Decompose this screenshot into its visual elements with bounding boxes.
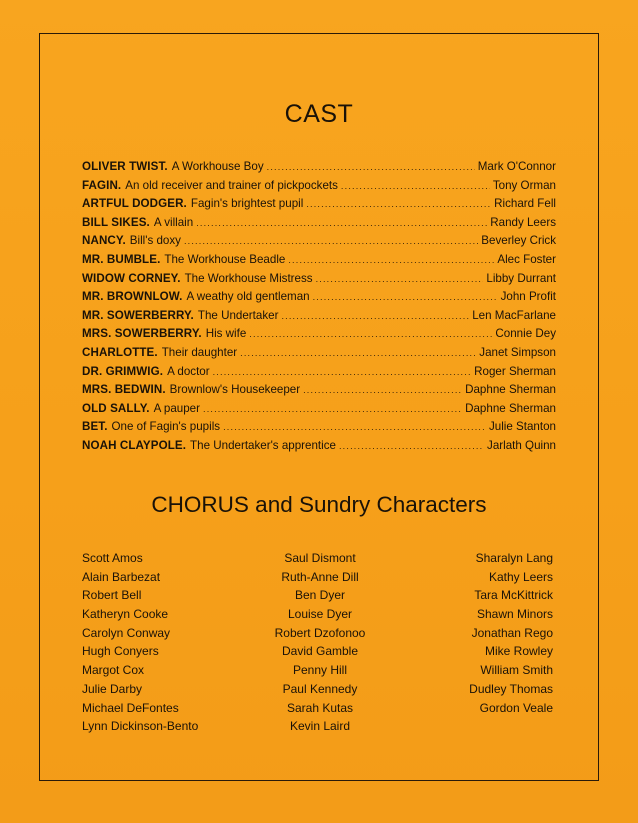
cast-description: A Workhouse Boy bbox=[171, 160, 264, 173]
cast-role: ARTFUL DODGER. bbox=[82, 197, 187, 211]
cast-role: BILL SIKES. bbox=[82, 215, 150, 229]
cast-actor: Beverley Crick bbox=[481, 234, 556, 248]
cast-description: The Undertaker's apprentice bbox=[190, 438, 336, 452]
dot-leader bbox=[213, 367, 472, 377]
chorus-member: Ruth-Anne Dill bbox=[281, 569, 359, 584]
cast-entry bbox=[82, 365, 556, 384]
dot-leader bbox=[203, 404, 462, 414]
cast-description: The Undertaker bbox=[197, 308, 279, 322]
cast-role: WIDOW CORNEY. bbox=[82, 271, 181, 285]
chorus-member: Kathy Leers bbox=[488, 569, 553, 584]
cast-entry bbox=[82, 160, 556, 179]
chorus-column-2 bbox=[245, 549, 395, 736]
cast-actor: Daphne Sherman bbox=[465, 401, 556, 415]
cast-entry bbox=[82, 253, 556, 272]
dot-leader bbox=[267, 162, 475, 172]
cast-actor: Janet Simpson bbox=[479, 345, 556, 359]
chorus-member: Robert Dzofonoo bbox=[274, 625, 366, 640]
cast-role: FAGIN. bbox=[82, 178, 122, 192]
cast-description: Brownlow's Housekeeper bbox=[169, 383, 301, 397]
cast-description: Fagin's brightest pupil bbox=[190, 197, 304, 211]
cast-role: OLIVER TWIST. bbox=[82, 160, 168, 173]
chorus-member: Michael DeFontes bbox=[82, 700, 179, 715]
cast-role: BET. bbox=[82, 420, 108, 434]
chorus-member: Sarah Kutas bbox=[286, 700, 354, 715]
chorus-member: Katheryn Cooke bbox=[82, 607, 169, 622]
cast-role: CHARLOTTE. bbox=[82, 345, 158, 359]
chorus-member: Penny Hill bbox=[292, 663, 348, 678]
cast-actor: Julie Stanton bbox=[488, 420, 556, 434]
cast-entry bbox=[82, 234, 556, 253]
cast-entry bbox=[82, 383, 556, 402]
cast-description: His wife bbox=[205, 327, 247, 341]
dot-leader bbox=[303, 385, 462, 395]
chorus-member: Sharalyn Lang bbox=[475, 551, 553, 565]
chorus-member: Scott Amos bbox=[82, 551, 143, 565]
cast-description: A weathy old gentleman bbox=[186, 290, 310, 304]
chorus-member: Hugh Conyers bbox=[82, 644, 159, 659]
cast-actor: Len MacFarlane bbox=[472, 308, 556, 322]
dot-leader bbox=[223, 422, 486, 432]
cast-entry bbox=[82, 216, 556, 235]
chorus-column-1 bbox=[82, 549, 242, 736]
cast-actor: Libby Durrant bbox=[486, 271, 556, 285]
dot-leader bbox=[281, 311, 469, 321]
cast-actor: John Profit bbox=[500, 290, 556, 304]
chorus-member: David Gamble bbox=[281, 644, 359, 659]
cast-description: The Workhouse Mistress bbox=[184, 271, 313, 285]
cast-actor: Alec Foster bbox=[497, 252, 556, 266]
chorus-member: Paul Kennedy bbox=[282, 681, 358, 696]
cast-actor: Tony Orman bbox=[492, 178, 556, 192]
cast-description: Bill's doxy bbox=[129, 234, 181, 248]
cast-actor: Daphne Sherman bbox=[465, 383, 556, 397]
cast-role: MRS. SOWERBERRY. bbox=[82, 327, 202, 341]
cast-description: A pauper bbox=[153, 401, 200, 415]
chorus-member: William Smith bbox=[480, 663, 553, 678]
cast-actor: Connie Dey bbox=[495, 327, 556, 341]
dot-leader bbox=[249, 329, 492, 339]
dot-leader bbox=[240, 348, 476, 358]
cast-entry bbox=[82, 420, 556, 439]
dot-leader bbox=[184, 236, 478, 246]
cast-entry bbox=[82, 402, 556, 421]
cast-role: MR. SOWERBERRY. bbox=[82, 308, 194, 322]
dot-leader bbox=[196, 218, 487, 228]
cast-entry bbox=[82, 309, 556, 328]
cast-actor: Jarlath Quinn bbox=[487, 438, 556, 452]
cast-role: DR. GRIMWIG. bbox=[82, 364, 164, 378]
cast-entry bbox=[82, 272, 556, 291]
chorus-member: Julie Darby bbox=[82, 681, 143, 696]
chorus-member: Lynn Dickinson-Bento bbox=[82, 719, 199, 734]
chorus-member: Mike Rowley bbox=[484, 644, 553, 659]
chorus-member: Robert Bell bbox=[82, 588, 142, 603]
chorus-member: Jonathan Rego bbox=[471, 625, 553, 640]
cast-entry bbox=[82, 290, 556, 309]
dot-leader bbox=[313, 292, 498, 302]
cast-role: MRS. BEDWIN. bbox=[82, 383, 166, 397]
cast-description: One of Fagin's pupils bbox=[111, 420, 221, 434]
chorus-member: Margot Cox bbox=[82, 663, 145, 678]
cast-role: MR. BUMBLE. bbox=[82, 252, 161, 266]
cast-entry bbox=[82, 197, 556, 216]
cast-role: MR. BROWNLOW. bbox=[82, 290, 183, 304]
cast-description: The Workhouse Beadle bbox=[164, 252, 286, 266]
chorus-heading: CHORUS and Sundry Characters bbox=[151, 492, 487, 517]
chorus-member: Gordon Veale bbox=[479, 700, 553, 715]
cast-actor: Richard Fell bbox=[494, 197, 556, 211]
chorus-member: Tara McKittrick bbox=[474, 588, 553, 603]
cast-description: A villain bbox=[153, 215, 194, 229]
cast-actor: Roger Sherman bbox=[474, 364, 556, 378]
dot-leader bbox=[288, 255, 494, 265]
cast-entry bbox=[82, 179, 556, 198]
chorus-column-3 bbox=[420, 549, 553, 717]
cast-role: OLD SALLY. bbox=[82, 401, 150, 415]
chorus-member: Shawn Minors bbox=[476, 607, 553, 622]
cast-entry bbox=[82, 346, 556, 365]
chorus-member: Carolyn Conway bbox=[82, 625, 171, 640]
cast-heading: CAST bbox=[284, 100, 354, 128]
cast-actor: Mark O'Connor bbox=[477, 160, 556, 173]
chorus-member: Alain Barbezat bbox=[82, 569, 161, 584]
chorus-member: Saul Dismont bbox=[284, 551, 356, 565]
dot-leader bbox=[306, 199, 491, 209]
cast-role: NOAH CLAYPOLE. bbox=[82, 438, 187, 452]
cast-description: Their daughter bbox=[161, 345, 238, 359]
cast-entry bbox=[82, 439, 556, 458]
dot-leader bbox=[316, 274, 484, 284]
dot-leader bbox=[339, 441, 484, 451]
cast-entry bbox=[82, 327, 556, 346]
dot-leader bbox=[341, 181, 490, 191]
chorus-member: Louise Dyer bbox=[287, 607, 353, 622]
cast-description: A doctor bbox=[167, 364, 210, 378]
chorus-member: Kevin Laird bbox=[289, 719, 351, 734]
cast-role: NANCY. bbox=[82, 234, 126, 248]
cast-list bbox=[82, 160, 556, 458]
chorus-member: Ben Dyer bbox=[294, 588, 346, 603]
chorus-member: Dudley Thomas bbox=[469, 681, 553, 696]
cast-description: An old receiver and trainer of pickpockets bbox=[125, 178, 338, 192]
cast-actor: Randy Leers bbox=[490, 215, 556, 229]
